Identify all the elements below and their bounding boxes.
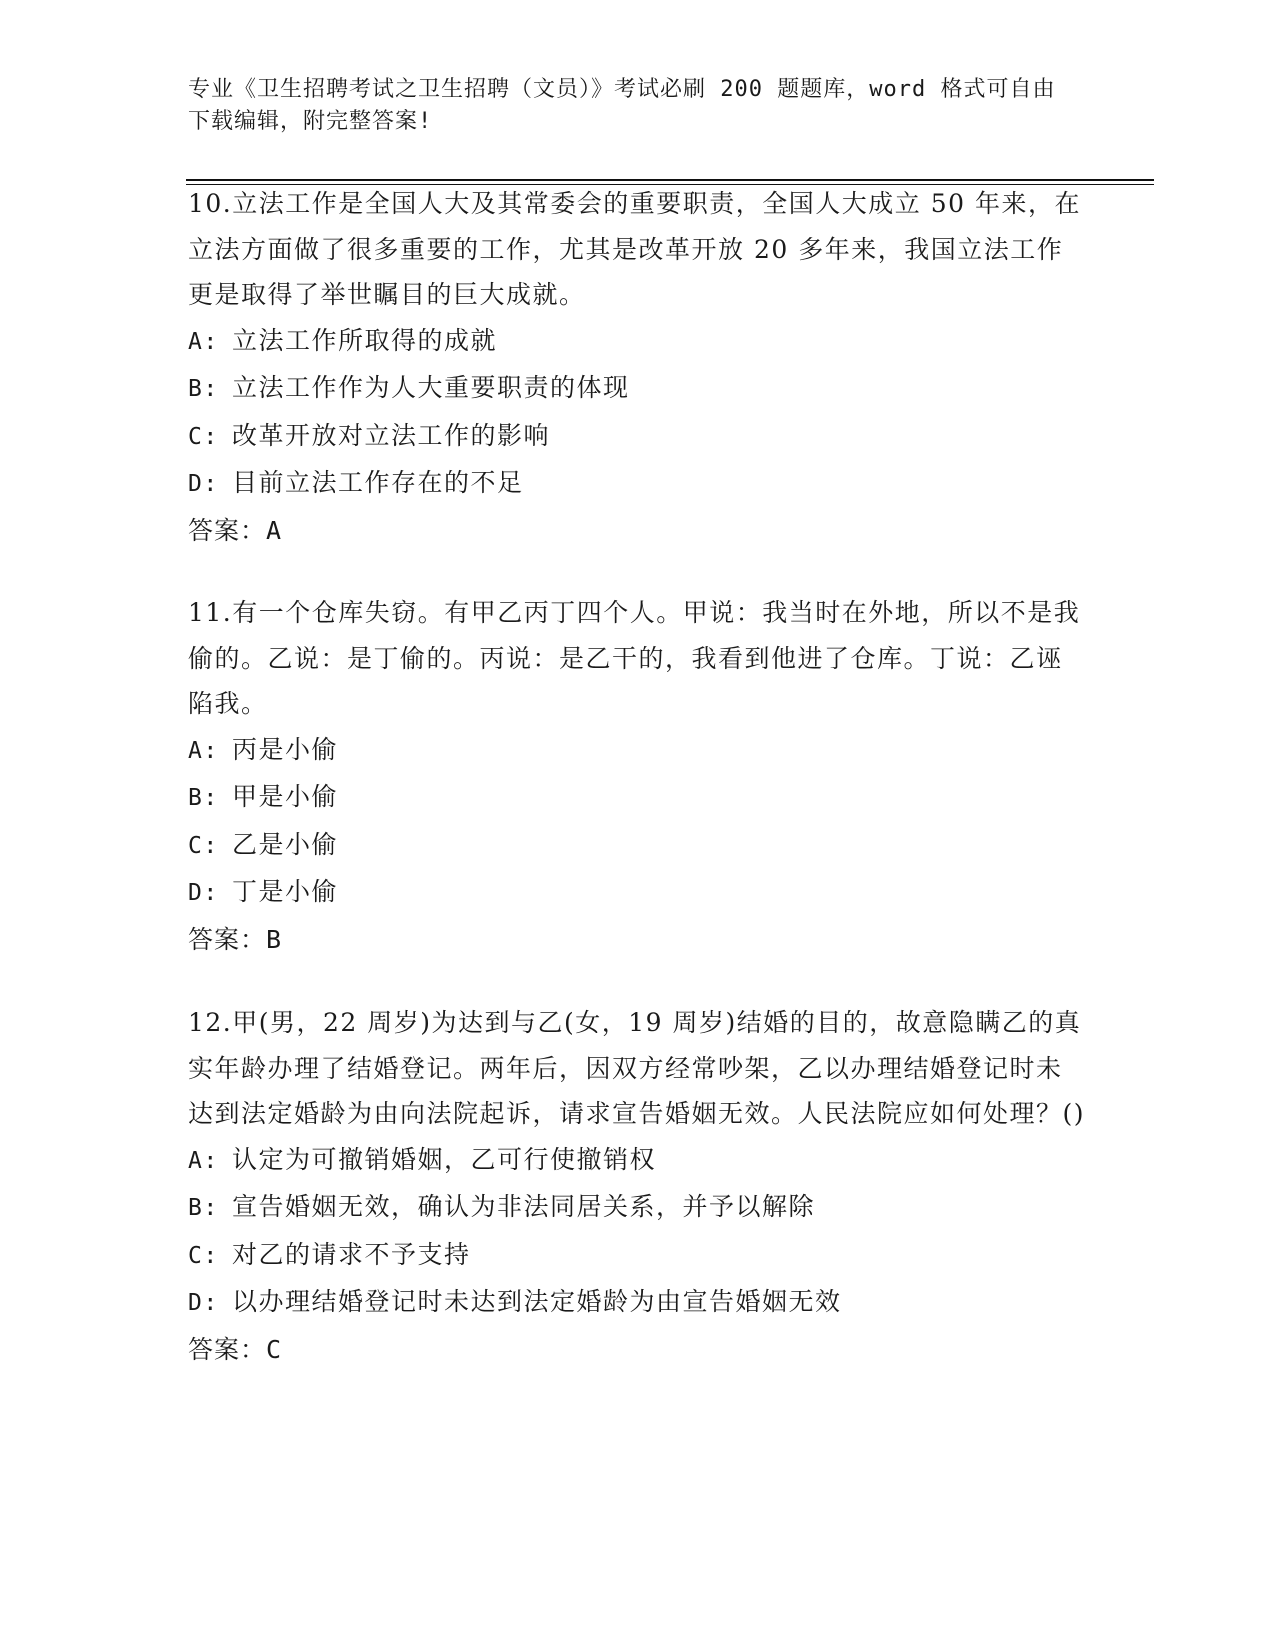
option-key: C: [188,1242,219,1269]
document-header: 专业《卫生招聘考试之卫生招聘（文员）》考试必刷 200 题题库，word 格式可自由下载编辑，附完整答案! [188,77,1056,134]
option-text: 乙是小偷 [232,829,339,859]
option-key: B: [188,785,219,811]
question-stem: 12.甲(男，22 周岁)为达到与乙(女，19 周岁)结婚的目的，故意隐瞒乙的真实年龄办理了结婚登记。两年后，因双方经常吵架，乙以办理结婚登记时未达到法定婚龄为由向法院起诉，请求宣告婚姻无效。人民法院应如何处理？() [188,1008,1086,1128]
option-text: 改革开放对立法工作的影响 [232,420,551,450]
option-text: 立法工作作为人大重要职责的体现 [232,373,630,402]
answer-line [188,917,1088,963]
option-text: 以办理结婚登记时未达到法定婚龄为由宣告婚姻无效 [232,1287,842,1316]
answer-value: C [266,1334,283,1364]
option-key: D: [188,1290,219,1316]
option-b [188,365,1088,413]
question-10 [188,181,1088,554]
option-key: D: [188,471,219,497]
option-b [188,774,1088,822]
option-a [188,1137,1088,1185]
option-d [188,460,1088,508]
option-b [188,1184,1088,1232]
answer-line [188,1327,1088,1373]
option-text: 宣告婚姻无效，确认为非法同居关系，并予以解除 [232,1192,816,1221]
answer-label: 答案： [188,515,267,545]
option-text: 认定为可撤销婚姻，乙可行使撤销权 [232,1144,657,1174]
option-key: A: [188,328,219,355]
question-stem: 10.立法工作是全国人大及其常委会的重要职责，全国人大成立 50 年来，在立法方面做了很多重要的工作，尤其是改革开放 20 多年来，我国立法工作更是取得了举世瞩目的巨大成就。 [188,189,1081,309]
option-d [188,1279,1088,1327]
option-c [188,413,1088,461]
option-text: 丙是小偷 [232,734,339,764]
answer-value: B [266,924,283,954]
answer-label: 答案： [188,1334,267,1364]
answer-line [188,508,1088,554]
question-stem: 11.有一个仓库失窃。有甲乙丙丁四个人。甲说：我当时在外地，所以不是我偷的。乙说：是丁偷的。丙说：是乙干的，我看到他进了仓库。丁说：乙诬陷我。 [188,598,1081,718]
option-a [188,727,1088,775]
answer-value: A [266,515,283,545]
option-key: B: [188,1195,219,1221]
option-d [188,869,1088,917]
option-text: 立法工作所取得的成就 [232,325,498,355]
option-c [188,1232,1088,1280]
option-key: C: [188,423,219,450]
option-text: 丁是小偷 [232,877,339,906]
option-text: 目前立法工作存在的不足 [232,468,524,497]
option-c [188,822,1088,870]
answer-label: 答案： [188,924,267,954]
option-key: D: [188,880,219,906]
option-key: A: [188,1147,219,1174]
question-11 [188,590,1088,963]
option-key: A: [188,737,219,764]
option-key: C: [188,832,219,859]
question-12 [188,1000,1088,1373]
option-text: 甲是小偷 [232,782,339,811]
option-text: 对乙的请求不予支持 [232,1239,471,1269]
option-a [188,318,1088,366]
option-key: B: [188,376,219,402]
